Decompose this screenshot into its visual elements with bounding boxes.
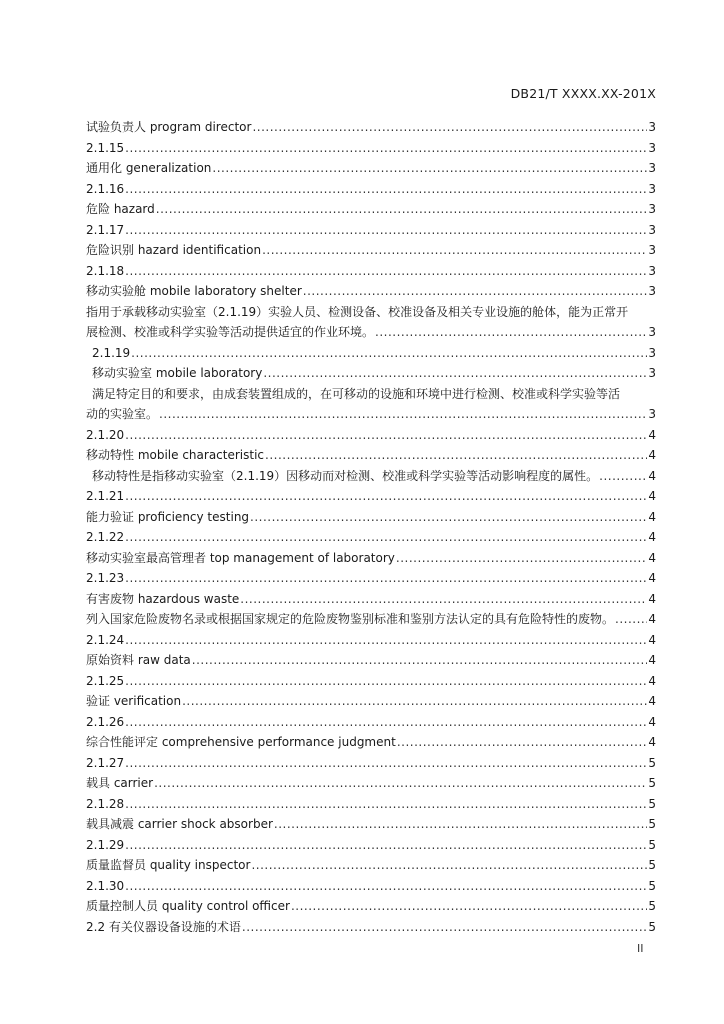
toc-page-number: 3 (648, 120, 656, 134)
toc-entry-text: 有害废物 hazardous waste (86, 591, 240, 606)
toc-entry[interactable] (86, 855, 656, 876)
toc-dot-leader (265, 445, 647, 466)
toc-entry-text: 2.1.18 (86, 263, 125, 278)
toc-dot-leader (397, 732, 648, 753)
toc-page-number: 4 (648, 714, 656, 729)
toc-entry[interactable] (86, 179, 656, 200)
toc-page-number: 4 (648, 448, 656, 462)
toc-dot-leader (396, 548, 647, 569)
toc-entry[interactable] (86, 302, 656, 343)
toc-dot-leader (375, 322, 647, 343)
toc-page-number: 5 (648, 755, 656, 770)
toc-entry[interactable] (86, 158, 656, 179)
toc-entry[interactable] (86, 732, 656, 753)
toc-page-number: 5 (648, 776, 656, 790)
toc-entry-text: 通用化 generalization (86, 161, 212, 175)
toc-dot-leader (125, 630, 647, 651)
toc-entry[interactable] (86, 773, 656, 794)
toc-entry-text: 2.1.19 (92, 345, 131, 360)
toc-entry[interactable] (86, 814, 656, 835)
toc-page-number: 3 (648, 325, 656, 339)
toc-page-number: 5 (648, 878, 656, 893)
toc-entry-text-line1: 指用于承载移动实验室（2.1.19）实验人员、检测设备、校准设备及相关专业设施的舱体，能为正常开 (86, 304, 629, 319)
toc-dot-leader (154, 773, 647, 794)
toc-page-number: 3 (648, 202, 656, 216)
toc-dot-leader (125, 835, 647, 856)
toc-entry-text: 2.1.23 (86, 571, 125, 585)
toc-entry[interactable] (86, 876, 656, 897)
toc-page-number: 5 (648, 817, 656, 831)
page-number: II (637, 942, 644, 955)
toc-dot-leader (192, 650, 648, 671)
toc-entry[interactable] (86, 671, 656, 692)
toc-entry[interactable] (86, 794, 656, 815)
toc-dot-leader (125, 138, 647, 159)
toc-entry-text: 移动实验室最高管理者 top management of laboratory (86, 550, 395, 565)
toc-page-number: 4 (648, 591, 656, 606)
toc-entry-text: 2.1.20 (86, 427, 125, 442)
toc-entry-text: 2.1.21 (86, 489, 125, 503)
toc-entry[interactable] (86, 507, 656, 528)
toc-page-number: 4 (648, 653, 656, 667)
toc-page-number: 5 (648, 899, 656, 913)
toc-entry[interactable] (86, 261, 656, 282)
toc-entry-text-line1: 满足特定目的和要求，由成套装置组成的，在可移动的设施和环境中进行检测、校准或科学实验等活 (92, 386, 621, 401)
toc-page-number: 3 (648, 366, 656, 380)
toc-dot-leader (250, 507, 647, 528)
toc-page-number: 5 (648, 858, 656, 872)
toc-dot-leader (159, 404, 647, 425)
toc-page-number: 3 (648, 243, 656, 257)
toc-page-number: 4 (648, 489, 656, 503)
toc-dot-leader (240, 589, 647, 610)
toc-entry-text: 2.1.17 (86, 222, 125, 237)
toc-entry-text: 载具减震 carrier shock absorber (86, 817, 273, 831)
toc-entry-text: 列入国家危险废物名录或根据国家规定的危险废物鉴别标准和鉴别方法认定的具有危险特性的废物。 (86, 612, 615, 626)
toc-entry[interactable] (86, 199, 656, 220)
toc-entry-text: 2.1.24 (86, 632, 125, 647)
toc-entry-text: 质量控制人员 quality control officer (86, 899, 290, 913)
toc-entry[interactable] (86, 753, 656, 774)
toc-page-number: 3 (648, 263, 656, 278)
toc-page-number: 4 (648, 427, 656, 442)
toc-dot-leader (125, 179, 647, 200)
toc-entry-text: 原始资料 raw data (86, 653, 191, 667)
toc-entry[interactable] (86, 609, 656, 630)
toc-entry-line2 (86, 404, 656, 425)
toc-dot-leader (291, 896, 647, 917)
toc-dot-leader (125, 671, 647, 692)
toc-entry[interactable] (86, 527, 656, 548)
toc-entry[interactable] (86, 425, 656, 446)
toc-entry-text: 2.1.27 (86, 755, 125, 770)
toc-entry-text: 验证 verification (86, 694, 182, 708)
toc-entry[interactable] (86, 548, 656, 569)
toc-entry-text: 动的实验室。 (86, 407, 159, 421)
toc-dot-leader (274, 814, 647, 835)
toc-dot-leader (125, 425, 647, 446)
toc-page-number: 5 (648, 796, 656, 811)
toc-page-number: 4 (648, 550, 656, 565)
toc-dot-leader (251, 855, 647, 876)
toc-entry[interactable] (86, 281, 656, 302)
toc-dot-leader (303, 281, 648, 302)
toc-dot-leader (252, 117, 647, 138)
toc-page-number: 5 (648, 919, 656, 934)
toc-entry-text: 2.1.26 (86, 714, 125, 729)
toc-entry[interactable] (86, 835, 656, 856)
toc-entry-text: 试验负责人 program director (86, 120, 252, 134)
toc-page-number: 4 (648, 694, 656, 708)
toc-dot-leader (262, 240, 647, 261)
toc-page-number: 4 (648, 468, 656, 483)
toc-dot-leader (125, 712, 647, 733)
toc-entry-text: 能力验证 proficiency testing (86, 509, 250, 524)
toc-entry-text: 危险 hazard (86, 202, 155, 216)
toc-page-number: 4 (648, 735, 656, 749)
toc-dot-leader (131, 343, 647, 364)
toc-entry-line2 (86, 322, 656, 343)
toc-entry[interactable] (86, 384, 656, 425)
toc-entry-text: 质量监督员 quality inspector (86, 858, 251, 872)
toc-page-number: 3 (648, 345, 656, 360)
toc-dot-leader (263, 363, 647, 384)
toc-entry-text: 2.1.15 (86, 140, 125, 155)
toc-page-number: 4 (648, 530, 656, 544)
toc-page-number: 3 (648, 284, 656, 298)
toc-page-number: 4 (648, 509, 656, 524)
toc-entry[interactable] (86, 712, 656, 733)
toc-entry-text: 展检测、校准或科学实验等活动提供适宜的作业环境。 (86, 325, 375, 339)
toc-entry[interactable] (86, 220, 656, 241)
toc-entry-text: 移动实验室 mobile laboratory (92, 366, 263, 380)
toc-dot-leader (125, 753, 647, 774)
toc-dot-leader (125, 261, 647, 282)
toc-entry[interactable] (86, 466, 656, 487)
toc-dot-leader (125, 220, 647, 241)
toc-page-number: 4 (648, 632, 656, 647)
toc-entry-text: 危险识别 hazard identification (86, 243, 262, 257)
toc-page-number: 3 (648, 181, 656, 196)
toc-page-number: 4 (648, 673, 656, 688)
toc-entry-text: 2.1.28 (86, 796, 125, 811)
toc-entry[interactable] (86, 486, 656, 507)
document-code-header: DB21/T XXXX.XX-201X (510, 86, 656, 101)
toc-dot-leader (125, 876, 647, 897)
toc-dot-leader (182, 691, 647, 712)
toc-dot-leader (156, 199, 648, 220)
toc-entry-text: 综合性能评定 comprehensive performance judgment (86, 735, 396, 749)
toc-entry[interactable] (86, 138, 656, 159)
toc-entry-text: 移动特性是指移动实验室（2.1.19）因移动而对检测、校准或科学实验等活动影响程度的属性。 (92, 468, 599, 483)
toc-dot-leader (125, 527, 647, 548)
toc-entry[interactable] (86, 917, 656, 938)
toc-dot-leader (125, 486, 647, 507)
toc-entry-text: 2.2 有关仪器设备设施的术语 (86, 919, 241, 934)
toc-page-number: 4 (648, 612, 656, 626)
toc-entry[interactable] (86, 650, 656, 671)
toc-entry[interactable] (86, 343, 656, 364)
toc-dot-leader (125, 794, 647, 815)
toc-dot-leader (599, 466, 647, 487)
toc-page-number: 3 (648, 407, 656, 421)
toc-entry[interactable] (86, 240, 656, 261)
toc-entry[interactable] (86, 896, 656, 917)
toc-entry-text: 移动实验舱 mobile laboratory shelter (86, 284, 302, 298)
toc-entry-text: 2.1.22 (86, 530, 125, 544)
toc-entry-text: 2.1.29 (86, 837, 125, 852)
toc-page-number: 4 (648, 571, 656, 585)
toc-dot-leader (615, 609, 647, 630)
toc-page-number: 3 (648, 222, 656, 237)
toc-entry[interactable] (86, 691, 656, 712)
toc-dot-leader (242, 917, 647, 938)
toc-entry[interactable] (86, 589, 656, 610)
toc-entry-text: 移动特性 mobile characteristic (86, 448, 265, 462)
toc-entry[interactable] (86, 363, 656, 384)
toc-entry-text: 2.1.30 (86, 878, 125, 893)
toc-page-number: 3 (648, 140, 656, 155)
toc-entry-text: 2.1.16 (86, 181, 125, 196)
toc-entry-text: 载具 carrier (86, 776, 154, 790)
toc-entry[interactable] (86, 445, 656, 466)
toc-entry-text: 2.1.25 (86, 673, 125, 688)
toc-page-number: 3 (648, 161, 656, 175)
table-of-contents (86, 117, 656, 937)
toc-page-number: 5 (648, 837, 656, 852)
toc-entry[interactable] (86, 117, 656, 138)
toc-entry[interactable] (86, 568, 656, 589)
toc-entry[interactable] (86, 630, 656, 651)
toc-dot-leader (125, 568, 647, 589)
toc-dot-leader (212, 158, 647, 179)
